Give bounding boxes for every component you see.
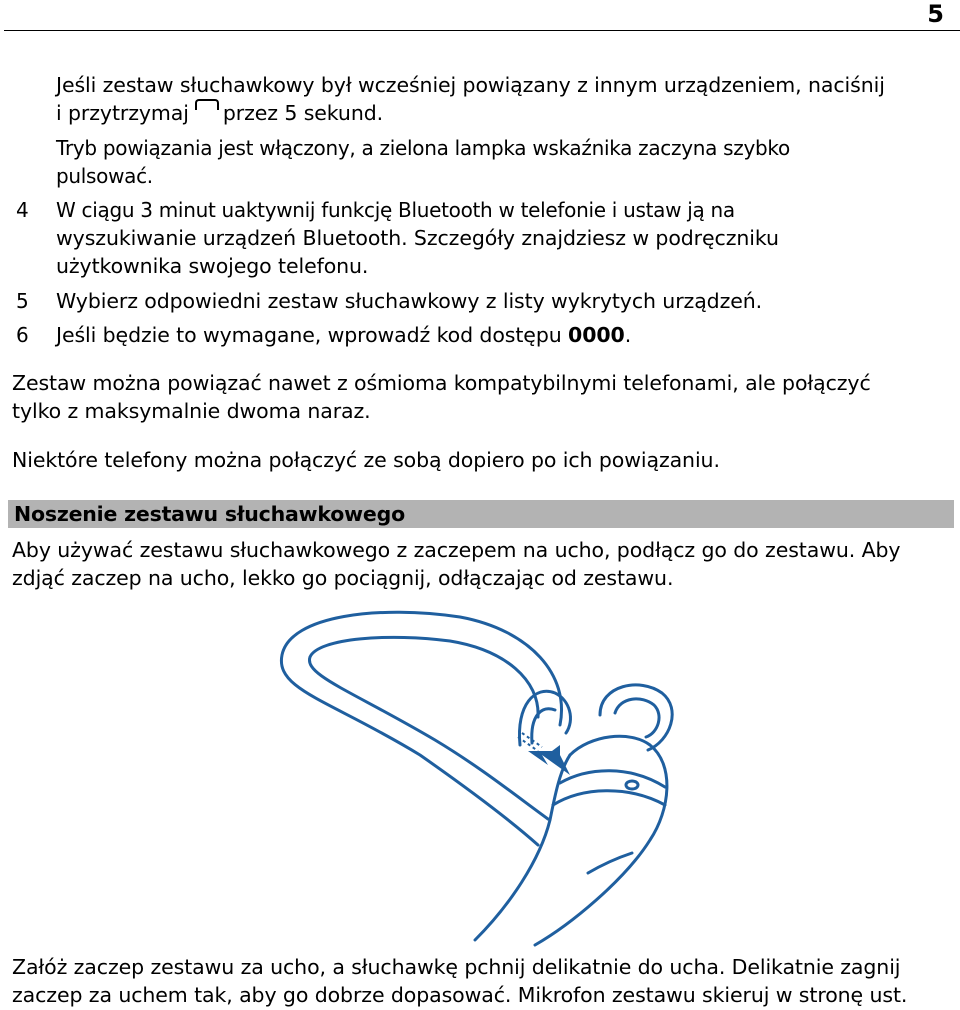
section-heading: Noszenie zestawu słuchawkowego xyxy=(14,502,405,526)
caption-line2: zaczep za uchem tak, aby go dobrze dopasować. Mikrofon zestawu skieruj w stronę ust. xyxy=(12,983,908,1007)
step-pre-line1: Jeśli zestaw słuchawkowy był wcześniej powiązany z innym urządzeniem, naciśnij xyxy=(56,73,885,97)
paragraph-pairing-limit-line2: tylko z maksymalnie dwoma naraz. xyxy=(12,399,371,423)
ear-hook-inner xyxy=(309,637,548,819)
step-4-line3: użytkownika swojego telefonu. xyxy=(56,254,369,278)
step-number: 4 xyxy=(16,198,29,222)
section-heading-band xyxy=(8,500,954,528)
step-number: 6 xyxy=(16,323,29,347)
step-number: 5 xyxy=(16,289,29,313)
step-pre-line2-a: i przytrzymaj xyxy=(56,101,189,125)
header-rule xyxy=(4,30,960,31)
step-pre-line3: Tryb powiązania jest włączony, a zielona lampka wskaźnika zaczyna szybko xyxy=(56,136,790,160)
paragraph-pairing-note: Niektóre telefony można połączyć ze sobą dopiero po ich powiązaniu. xyxy=(12,448,720,472)
step-6-line1 xyxy=(56,320,631,350)
paragraph-pairing-limit-line1: Zestaw można powiązać nawet z ośmioma kompatybilnymi telefonami, ale połączyć xyxy=(12,371,871,395)
step-pre-line2 xyxy=(56,98,383,128)
step-6-period: . xyxy=(624,323,632,347)
passcode: 0000 xyxy=(568,323,625,347)
headset-ear-hook-illustration xyxy=(270,605,690,950)
step-6-text: Jeśli będzie to wymagane, wprowadź kod dostępu xyxy=(56,323,569,347)
earpiece-ring xyxy=(600,685,672,750)
attach-arrow xyxy=(518,733,570,775)
section-body-line2: zdjąć zaczep na ucho, lekko go pociągnij, odłączając od zestawu. xyxy=(12,566,674,590)
page-number: 5 xyxy=(927,0,944,28)
step-5-line1: Wybierz odpowiedni zestaw słuchawkowy z listy wykrytych urządzeń. xyxy=(56,289,763,313)
caption-line1: Załóż zaczep zestawu za ucho, a słuchawkę pchnij delikatnie do ucha. Delikatnie zagnij xyxy=(12,955,901,979)
section-body-line1: Aby używać zestawu słuchawkowego z zaczepem na ucho, podłącz go do zestawu. Aby xyxy=(12,538,901,562)
step-4-line1: W ciągu 3 minut uaktywnij funkcję Bluetooth w telefonie i ustaw ją na xyxy=(56,198,735,222)
headset-body-outer xyxy=(535,736,667,945)
step-4-line2: wyszukiwanie urządzeń Bluetooth. Szczegóły znajdziesz w podręczniku xyxy=(56,226,779,250)
step-pre-line4: pulsować. xyxy=(56,164,153,188)
call-key-icon xyxy=(195,99,219,110)
step-pre-line2-b: przez 5 sekund. xyxy=(222,101,384,125)
